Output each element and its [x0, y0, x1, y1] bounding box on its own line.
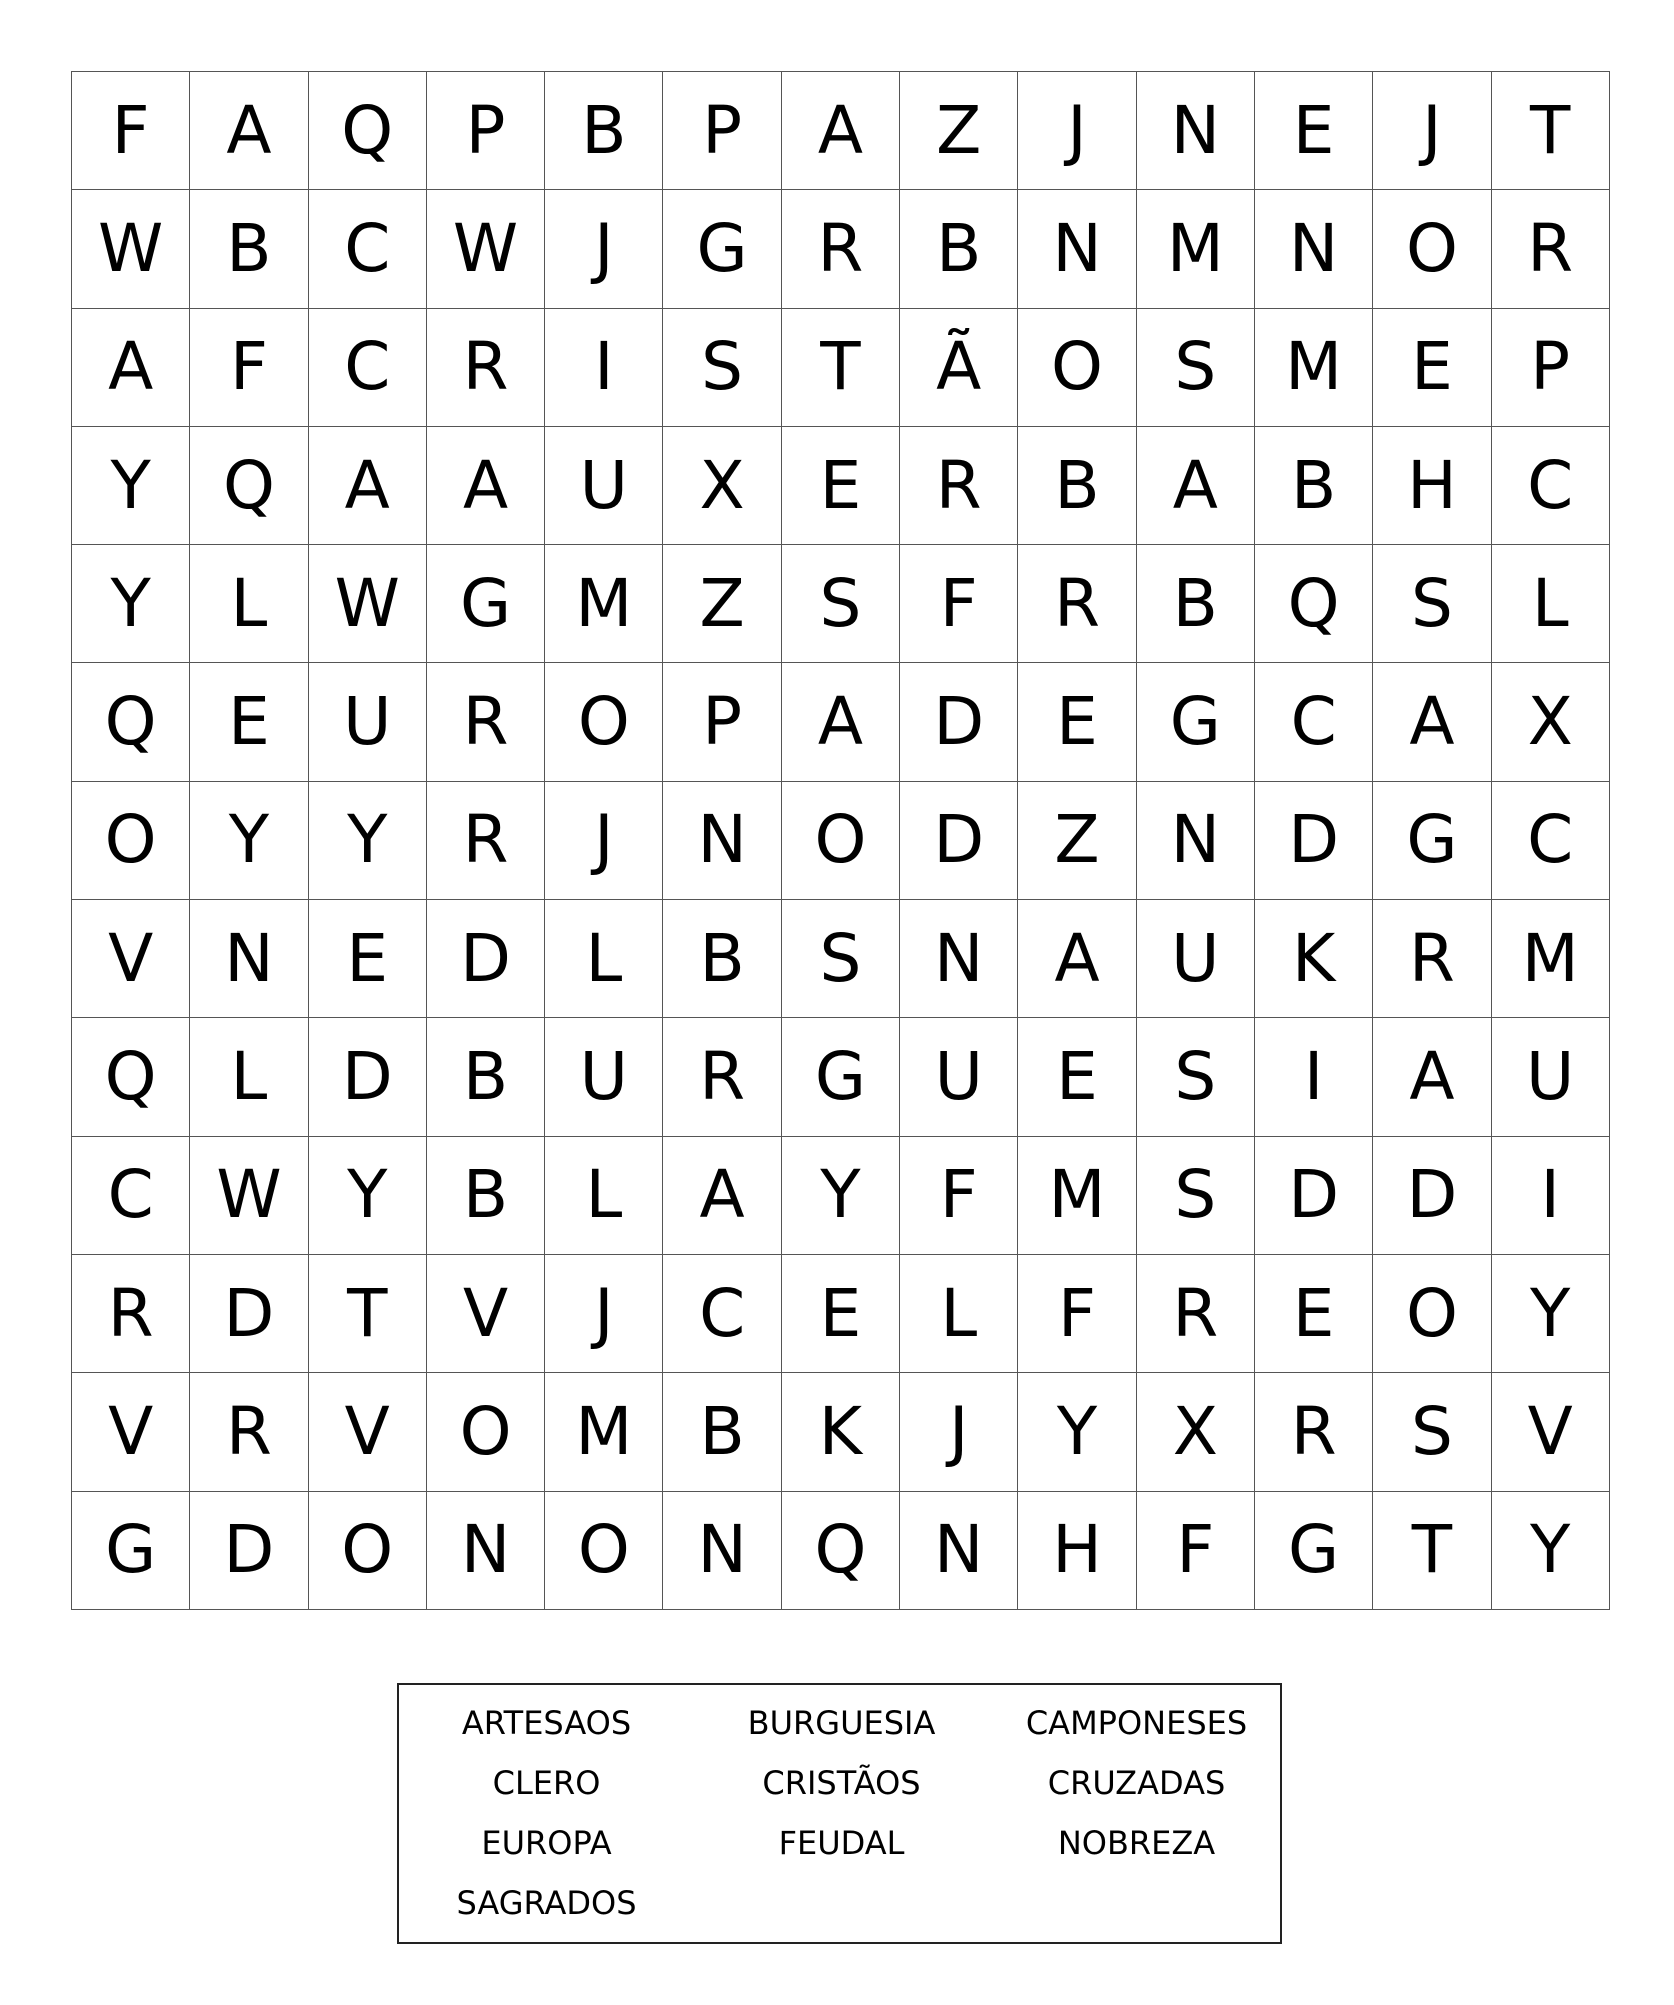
grid-cell[interactable]: E — [190, 663, 308, 781]
grid-cell[interactable]: M — [545, 545, 663, 663]
grid-cell[interactable]: Q — [782, 1492, 900, 1610]
grid-cell[interactable]: R — [1255, 1373, 1373, 1491]
grid-cell[interactable]: A — [1373, 1018, 1491, 1136]
grid-cell[interactable]: Y — [309, 782, 427, 900]
grid-cell[interactable]: R — [190, 1373, 308, 1491]
grid-cell[interactable]: E — [309, 900, 427, 1018]
grid-cell[interactable]: Q — [309, 72, 427, 190]
grid-cell[interactable]: T — [1373, 1492, 1491, 1610]
grid-cell[interactable]: C — [1255, 663, 1373, 781]
grid-cell[interactable]: R — [1018, 545, 1136, 663]
grid-cell[interactable]: A — [1137, 427, 1255, 545]
grid-cell[interactable]: E — [1018, 663, 1136, 781]
grid-cell[interactable]: F — [72, 72, 190, 190]
grid-cell[interactable]: J — [1373, 72, 1491, 190]
grid-cell[interactable]: Y — [72, 427, 190, 545]
grid-cell[interactable]: Ã — [900, 309, 1018, 427]
grid-cell[interactable]: S — [782, 545, 900, 663]
grid-cell[interactable]: R — [427, 663, 545, 781]
grid-cell[interactable]: C — [1492, 427, 1610, 545]
grid-cell[interactable]: Z — [663, 545, 781, 663]
grid-cell[interactable]: Y — [190, 782, 308, 900]
word-list-item: CRUZADAS — [1047, 1764, 1226, 1802]
grid-cell[interactable]: M — [1018, 1137, 1136, 1255]
grid-cell[interactable]: S — [1373, 1373, 1491, 1491]
grid-cell[interactable]: D — [309, 1018, 427, 1136]
grid-cell[interactable]: G — [1373, 782, 1491, 900]
grid-cell[interactable]: E — [1018, 1018, 1136, 1136]
grid-cell[interactable]: D — [900, 663, 1018, 781]
grid-cell[interactable]: S — [1137, 309, 1255, 427]
grid-cell[interactable]: D — [190, 1255, 308, 1373]
grid-cell[interactable]: U — [545, 1018, 663, 1136]
grid-cell[interactable]: Q — [72, 1018, 190, 1136]
grid-cell[interactable]: L — [190, 1018, 308, 1136]
grid-cell[interactable]: Y — [782, 1137, 900, 1255]
grid-cell[interactable]: Q — [1255, 545, 1373, 663]
grid-cell[interactable]: C — [309, 190, 427, 308]
grid-cell[interactable]: A — [72, 309, 190, 427]
grid-cell[interactable]: R — [1373, 900, 1491, 1018]
grid-cell[interactable]: C — [663, 1255, 781, 1373]
grid-cell[interactable]: D — [190, 1492, 308, 1610]
grid-cell[interactable]: O — [309, 1492, 427, 1610]
grid-cell[interactable]: D — [1255, 782, 1373, 900]
word-list-item: CRISTÃOS — [762, 1764, 921, 1802]
grid-cell[interactable]: W — [309, 545, 427, 663]
grid-cell[interactable]: X — [1492, 663, 1610, 781]
grid-cell[interactable]: U — [1137, 900, 1255, 1018]
grid-cell[interactable]: D — [900, 782, 1018, 900]
grid-cell[interactable]: O — [72, 782, 190, 900]
grid-cell[interactable]: B — [190, 190, 308, 308]
grid-cell[interactable]: V — [72, 900, 190, 1018]
grid-cell[interactable]: G — [663, 190, 781, 308]
grid-cell[interactable]: I — [1255, 1018, 1373, 1136]
word-list-item: CLERO — [492, 1764, 601, 1802]
grid-cell[interactable]: P — [663, 663, 781, 781]
grid-cell[interactable]: F — [900, 545, 1018, 663]
grid-cell[interactable]: H — [1018, 1492, 1136, 1610]
grid-cell[interactable]: R — [782, 190, 900, 308]
grid-cell[interactable]: N — [663, 782, 781, 900]
grid-cell[interactable]: C — [72, 1137, 190, 1255]
word-search-grid — [71, 71, 1610, 1610]
grid-cell[interactable]: U — [1492, 1018, 1610, 1136]
grid-cell[interactable]: K — [1255, 900, 1373, 1018]
grid-cell[interactable]: Q — [190, 427, 308, 545]
grid-cell[interactable]: N — [1137, 782, 1255, 900]
grid-cell[interactable]: B — [1018, 427, 1136, 545]
grid-cell[interactable]: V — [309, 1373, 427, 1491]
grid-cell[interactable]: G — [72, 1492, 190, 1610]
grid-cell[interactable]: A — [782, 663, 900, 781]
grid-cell[interactable]: D — [427, 900, 545, 1018]
grid-cell[interactable]: S — [1137, 1018, 1255, 1136]
grid-cell[interactable]: Z — [1018, 782, 1136, 900]
grid-cell[interactable]: B — [663, 900, 781, 1018]
grid-cell[interactable]: O — [545, 663, 663, 781]
grid-cell[interactable]: G — [1137, 663, 1255, 781]
grid-cell[interactable]: U — [309, 663, 427, 781]
grid-cell[interactable]: Y — [72, 545, 190, 663]
grid-cell[interactable]: M — [545, 1373, 663, 1491]
word-list-item: SAGRADOS — [456, 1884, 637, 1922]
grid-cell[interactable]: F — [900, 1137, 1018, 1255]
grid-cell[interactable]: Z — [900, 72, 1018, 190]
grid-cell[interactable]: P — [663, 72, 781, 190]
grid-cell[interactable]: A — [1018, 900, 1136, 1018]
grid-cell[interactable]: E — [782, 1255, 900, 1373]
grid-cell[interactable]: A — [309, 427, 427, 545]
grid-cell[interactable]: G — [1255, 1492, 1373, 1610]
grid-cell[interactable]: G — [427, 545, 545, 663]
word-list-item: CAMPONESES — [1025, 1704, 1248, 1742]
grid-cell[interactable]: R — [1492, 190, 1610, 308]
grid-cell[interactable]: E — [1255, 1255, 1373, 1373]
grid-cell[interactable]: U — [545, 427, 663, 545]
grid-cell[interactable]: C — [1492, 782, 1610, 900]
grid-cell[interactable]: E — [1373, 309, 1491, 427]
grid-cell[interactable]: W — [72, 190, 190, 308]
grid-cell[interactable]: R — [72, 1255, 190, 1373]
grid-cell[interactable]: D — [1373, 1137, 1491, 1255]
grid-cell[interactable]: B — [1255, 427, 1373, 545]
grid-cell[interactable]: N — [427, 1492, 545, 1610]
grid-cell[interactable]: X — [663, 427, 781, 545]
grid-cell[interactable]: W — [190, 1137, 308, 1255]
grid-cell[interactable]: R — [663, 1018, 781, 1136]
grid-cell[interactable]: P — [427, 72, 545, 190]
grid-cell[interactable]: C — [309, 309, 427, 427]
grid-cell[interactable]: U — [900, 1018, 1018, 1136]
grid-cell[interactable]: B — [900, 190, 1018, 308]
grid-cell[interactable]: B — [1137, 545, 1255, 663]
grid-cell[interactable]: M — [1255, 309, 1373, 427]
grid-cell[interactable]: R — [427, 309, 545, 427]
grid-cell[interactable]: O — [545, 1492, 663, 1610]
grid-cell[interactable]: F — [1018, 1255, 1136, 1373]
grid-cell[interactable]: O — [1018, 309, 1136, 427]
grid-cell[interactable]: K — [782, 1373, 900, 1491]
grid-cell[interactable]: V — [1492, 1373, 1610, 1491]
grid-cell[interactable]: V — [427, 1255, 545, 1373]
grid-cell[interactable]: L — [545, 1137, 663, 1255]
grid-cell[interactable]: J — [900, 1373, 1018, 1491]
grid-cell[interactable]: W — [427, 190, 545, 308]
grid-cell[interactable]: A — [190, 72, 308, 190]
grid-cell[interactable]: Y — [309, 1137, 427, 1255]
grid-cell[interactable]: Y — [1492, 1492, 1610, 1610]
grid-cell[interactable]: O — [1373, 190, 1491, 308]
grid-cell[interactable]: I — [1492, 1137, 1610, 1255]
grid-cell[interactable]: A — [427, 427, 545, 545]
grid-cell[interactable]: S — [663, 309, 781, 427]
grid-cell[interactable]: R — [900, 427, 1018, 545]
word-list-item: FEUDAL — [778, 1824, 905, 1862]
word-list-item: ARTESAOS — [461, 1704, 632, 1742]
grid-cell[interactable]: Q — [72, 663, 190, 781]
grid-cell[interactable]: N — [1018, 190, 1136, 308]
grid-cell[interactable]: E — [1255, 72, 1373, 190]
grid-cell[interactable]: N — [900, 1492, 1018, 1610]
grid-cell[interactable]: L — [900, 1255, 1018, 1373]
grid-cell[interactable]: B — [427, 1018, 545, 1136]
grid-cell[interactable]: O — [427, 1373, 545, 1491]
grid-cell[interactable]: S — [1373, 545, 1491, 663]
grid-cell[interactable]: R — [1137, 1255, 1255, 1373]
grid-cell[interactable]: B — [663, 1373, 781, 1491]
grid-cell[interactable]: L — [190, 545, 308, 663]
grid-cell[interactable]: A — [1373, 663, 1491, 781]
grid-cell[interactable]: H — [1373, 427, 1491, 545]
grid-cell[interactable]: M — [1492, 900, 1610, 1018]
grid-cell[interactable]: G — [782, 1018, 900, 1136]
word-list-box — [397, 1683, 1282, 1944]
grid-cell[interactable]: O — [782, 782, 900, 900]
grid-cell[interactable]: F — [1137, 1492, 1255, 1610]
grid-cell[interactable]: X — [1137, 1373, 1255, 1491]
grid-cell[interactable]: B — [545, 72, 663, 190]
grid-cell[interactable]: N — [1137, 72, 1255, 190]
grid-cell[interactable]: B — [427, 1137, 545, 1255]
grid-cell[interactable]: J — [545, 1255, 663, 1373]
grid-cell[interactable]: N — [190, 900, 308, 1018]
word-list-item: BURGUESIA — [747, 1704, 936, 1742]
grid-cell[interactable]: T — [1492, 72, 1610, 190]
grid-cell[interactable]: A — [782, 72, 900, 190]
grid-cell[interactable]: L — [1492, 545, 1610, 663]
grid-cell[interactable]: E — [782, 427, 900, 545]
word-list — [399, 1703, 1280, 1943]
grid-cell[interactable]: I — [545, 309, 663, 427]
grid-cell[interactable]: M — [1137, 190, 1255, 308]
grid-cell[interactable]: J — [1018, 72, 1136, 190]
grid-cell[interactable]: J — [545, 190, 663, 308]
grid-cell[interactable]: Y — [1492, 1255, 1610, 1373]
grid-cell[interactable]: S — [782, 900, 900, 1018]
grid-cell[interactable]: Y — [1018, 1373, 1136, 1491]
grid-cell[interactable]: T — [782, 309, 900, 427]
grid-cell[interactable]: V — [72, 1373, 190, 1491]
grid-cell[interactable]: T — [309, 1255, 427, 1373]
grid-cell[interactable]: L — [545, 900, 663, 1018]
grid-cell[interactable]: J — [545, 782, 663, 900]
word-list-item: NOBREZA — [1057, 1824, 1216, 1862]
grid-cell[interactable]: N — [900, 900, 1018, 1018]
grid-cell[interactable]: N — [1255, 190, 1373, 308]
grid-cell[interactable]: F — [190, 309, 308, 427]
grid-cell[interactable]: P — [1492, 309, 1610, 427]
grid-cell[interactable]: R — [427, 782, 545, 900]
grid-cell[interactable]: S — [1137, 1137, 1255, 1255]
grid-cell[interactable]: N — [663, 1492, 781, 1610]
word-list-item: EUROPA — [481, 1824, 612, 1862]
grid-cell[interactable]: A — [663, 1137, 781, 1255]
grid-cell[interactable]: O — [1373, 1255, 1491, 1373]
grid-cell[interactable]: D — [1255, 1137, 1373, 1255]
